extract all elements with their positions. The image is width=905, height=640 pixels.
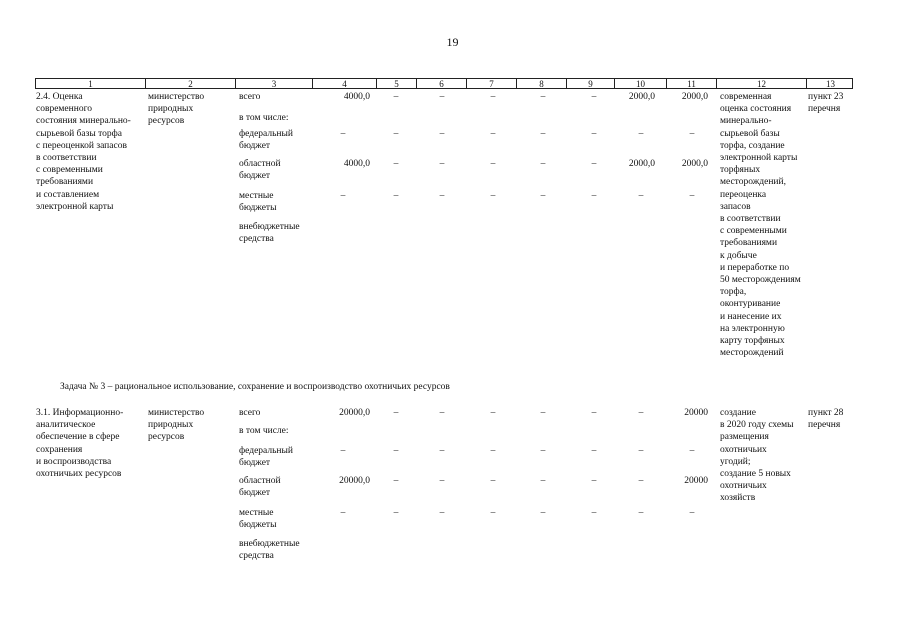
funding-cell-5: – (393, 476, 399, 486)
funding-cell-9: – (591, 446, 597, 456)
column-header-10: 10 (615, 79, 667, 88)
item-3-1-executor: министерство природных ресурсов (148, 408, 205, 443)
column-header-9: 9 (567, 79, 615, 88)
funding-cell-10: – (638, 476, 644, 486)
funding-cell-11: – (689, 508, 695, 518)
column-header-7: 7 (467, 79, 517, 88)
funding-cell-9: – (591, 92, 597, 102)
funding-cell-8: – (540, 508, 546, 518)
funding-source-label: местные бюджеты (239, 191, 277, 214)
funding-cell-9: – (591, 508, 597, 518)
funding-cell-4: – (340, 191, 346, 201)
funding-cell-7: – (490, 129, 496, 139)
funding-cell-7: – (490, 476, 496, 486)
funding-source-label: областной бюджет (239, 159, 281, 182)
funding-cell-4: 20000,0 (339, 408, 370, 418)
item-3-1-reference: пункт 28 перечня (808, 408, 844, 431)
funding-cell-8: – (540, 191, 546, 201)
funding-cell-6: – (439, 476, 445, 486)
funding-cell-5: – (393, 191, 399, 201)
column-header-2: 2 (146, 79, 236, 88)
funding-cell-4: – (340, 508, 346, 518)
funding-cell-9: – (591, 129, 597, 139)
funding-cell-9: – (591, 159, 597, 169)
funding-cell-7: – (490, 508, 496, 518)
funding-cell-6: – (439, 92, 445, 102)
funding-cell-11: 20000 (684, 476, 708, 486)
column-header-6: 6 (417, 79, 467, 88)
funding-source-label: всего (239, 408, 261, 418)
funding-cell-7: – (490, 446, 496, 456)
funding-cell-6: – (439, 446, 445, 456)
column-header-13: 13 (826, 79, 835, 89)
funding-cell-11: 2000,0 (681, 159, 708, 169)
funding-source-label: местные бюджеты (239, 508, 277, 531)
funding-cell-11: – (689, 446, 695, 456)
funding-cell-5: – (393, 129, 399, 139)
column-header-8: 8 (517, 79, 567, 88)
funding-cell-6: – (439, 159, 445, 169)
funding-cell-6: – (439, 129, 445, 139)
funding-cell-4: – (340, 129, 346, 139)
funding-cell-7: – (490, 159, 496, 169)
funding-cell-8: – (540, 129, 546, 139)
funding-cell-9: – (591, 476, 597, 486)
funding-cell-7: – (490, 408, 496, 418)
funding-cell-6: – (439, 508, 445, 518)
column-header-row (35, 78, 853, 89)
funding-cell-6: – (439, 408, 445, 418)
item-2-4-reference: пункт 23 перечня (808, 92, 844, 115)
funding-cell-11: – (689, 129, 695, 139)
funding-source-label: в том числе: (239, 426, 289, 436)
funding-cell-10: – (638, 408, 644, 418)
column-header-3: 3 (236, 79, 313, 88)
funding-source-label: внебюджетные средства (239, 539, 300, 562)
funding-source-label: в том числе: (239, 113, 289, 123)
column-header-12: 12 (717, 79, 807, 88)
item-2-4-result: современная оценка состояния минерально- сырьевой базы торфа, создание электронной карты торфяных месторождений, переоценка запасов в соответствии с современными требованиями к добыче и переработке по 50 месторождениям торфа, оконтуривание и нанесение их на электронную карту торфяных месторождений (720, 92, 801, 359)
funding-source-label: федеральный бюджет (239, 129, 293, 152)
funding-cell-4: 20000,0 (339, 476, 370, 486)
funding-cell-5: – (393, 446, 399, 456)
item-3-1-name: 3.1. Информационно- аналитическое обеспечение в сфере сохранения и воспроизводства охотничьих ресурсов (36, 408, 124, 480)
funding-cell-9: – (591, 408, 597, 418)
funding-cell-8: – (540, 408, 546, 418)
funding-cell-10: – (638, 508, 644, 518)
funding-cell-8: – (540, 92, 546, 102)
funding-cell-10: – (638, 446, 644, 456)
funding-cell-10: 2000,0 (628, 159, 655, 169)
funding-source-label: внебюджетные средства (239, 222, 300, 245)
funding-source-label: федеральный бюджет (239, 446, 293, 469)
task-3-heading: Задача № 3 – рациональное использование, сохранение и воспроизводство охотничьих ресурсов (60, 382, 450, 392)
funding-cell-5: – (393, 508, 399, 518)
column-header-5: 5 (377, 79, 417, 88)
funding-source-label: всего (239, 92, 261, 102)
funding-cell-10: 2000,0 (628, 92, 655, 102)
funding-cell-6: – (439, 191, 445, 201)
column-header-1: 1 (36, 79, 146, 88)
item-3-1-result: создание в 2020 году схемы размещения охотничьих угодий; создание 5 новых охотничьих хозяйств (720, 408, 794, 504)
funding-cell-8: – (540, 446, 546, 456)
funding-cell-7: – (490, 191, 496, 201)
funding-source-label: областной бюджет (239, 476, 281, 499)
funding-cell-11: 2000,0 (681, 92, 708, 102)
funding-cell-4: 4000,0 (343, 159, 370, 169)
funding-cell-8: – (540, 159, 546, 169)
funding-cell-11: 20000 (684, 408, 708, 418)
funding-cell-5: – (393, 92, 399, 102)
funding-cell-9: – (591, 191, 597, 201)
funding-cell-10: – (638, 129, 644, 139)
funding-cell-4: – (340, 446, 346, 456)
item-2-4-name: 2.4. Оценка современного состояния минерально- сырьевой базы торфа с переоценкой запасов в соответствии с современными требованиями и составлением электронной карты (36, 92, 131, 212)
funding-cell-11: – (689, 191, 695, 201)
funding-cell-4: 4000,0 (343, 92, 370, 102)
funding-cell-5: – (393, 159, 399, 169)
funding-cell-5: – (393, 408, 399, 418)
page-number: 19 (446, 35, 459, 49)
column-header-11: 11 (667, 79, 717, 88)
funding-cell-8: – (540, 476, 546, 486)
funding-cell-7: – (490, 92, 496, 102)
funding-cell-10: – (638, 191, 644, 201)
item-2-4-executor: министерство природных ресурсов (148, 92, 205, 127)
column-header-4: 4 (313, 79, 377, 88)
